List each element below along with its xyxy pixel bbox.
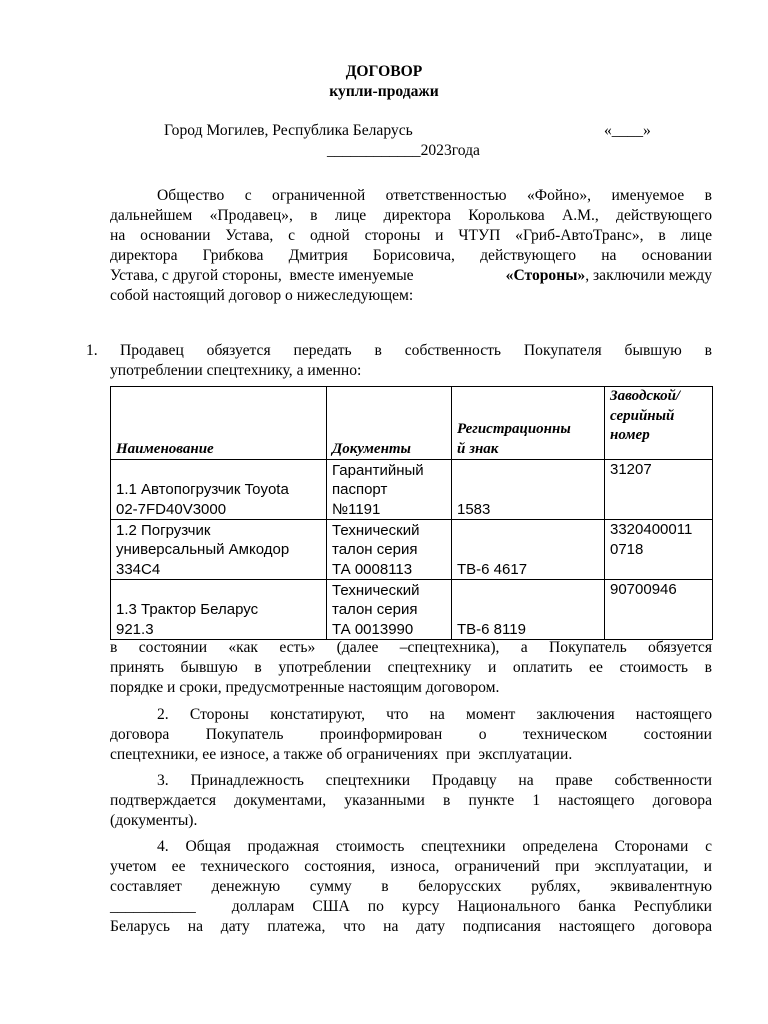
clause4-line: составляет денежную сумму в белорусских рублях, эквивалентную bbox=[110, 878, 712, 895]
cell-reg: ТВ-6 4617 bbox=[452, 520, 605, 580]
header-serial: Заводской/ серийный номер bbox=[605, 387, 713, 460]
preamble-text: Устава, с другой стороны, вместе именуемые bbox=[110, 267, 418, 284]
date-year: ____________2023года bbox=[327, 142, 480, 159]
table-row bbox=[111, 460, 713, 520]
after-table-line: порядке и сроки, предусмотренные настоящим договором. bbox=[110, 679, 500, 696]
preamble-text: , заключили между bbox=[585, 267, 712, 284]
cell-serial: 90700946 bbox=[605, 580, 713, 640]
clause4-line: 4. Общая продажная стоимость спецтехники определена Сторонами с bbox=[157, 838, 712, 855]
after-table-line: принять бывшую в употреблении спецтехнику и оплатить ее стоимость в bbox=[110, 659, 712, 676]
table-header-row bbox=[111, 387, 713, 460]
header-reg: Регистрационны й знак bbox=[452, 387, 605, 460]
clause3-line: (документы). bbox=[110, 812, 198, 829]
cell-docs: Гарантийный паспорт №1191 bbox=[327, 460, 452, 520]
cell-name: 1.2 Погрузчик универсальный Амкодор 334С4 bbox=[111, 520, 327, 580]
clause3-line: 3. Принадлежность спецтехники Продавцу на праве собственности bbox=[157, 772, 712, 789]
table-row bbox=[111, 580, 713, 640]
header-docs: Документы bbox=[327, 387, 452, 460]
cell-name: 1.1 Автопогрузчик Toyota 02-7FD40V3000 bbox=[111, 460, 327, 520]
cell-name: 1.3 Трактор Беларус 921.3 bbox=[111, 580, 327, 640]
document-title: ДОГОВОР bbox=[345, 63, 423, 80]
clause4-line: учетом ее технического состояния, износа, ограничений при эксплуатации, и bbox=[110, 858, 712, 875]
preamble-line: на основании Устава, с одной стороны и ЧТУП «Гриб-АвтоТранс», в лице bbox=[110, 227, 712, 244]
preamble-line: директора Грибкова Дмитрия Борисовича, действующего на основании bbox=[110, 247, 712, 264]
parties-term: «Стороны» bbox=[505, 267, 586, 284]
item-number: 1. bbox=[86, 342, 98, 359]
date-day: «____» bbox=[604, 122, 651, 139]
header-name: Наименование bbox=[111, 387, 327, 460]
clause4-line: Беларусь на дату платежа, что на дату подписания настоящего договора bbox=[110, 918, 712, 935]
cell-docs: Технический талон серия ТА 0008113 bbox=[327, 520, 452, 580]
item1-line: употреблении спецтехнику, а именно: bbox=[110, 362, 362, 379]
cell-serial: 31207 bbox=[605, 460, 713, 520]
preamble-line: дальнейшем «Продавец», в лице директора Королькова А.М., действующего bbox=[110, 207, 712, 224]
cell-reg: 1583 bbox=[452, 460, 605, 520]
preamble-line: собой настоящий договор о нижеследующем: bbox=[110, 287, 414, 304]
after-table-line: в состоянии «как есть» (далее –спецтехника), а Покупатель обязуется bbox=[110, 639, 712, 656]
clause4-line: ___________ долларам США по курсу Национального банка Республики bbox=[110, 898, 712, 915]
preamble-line bbox=[110, 266, 712, 286]
item1-line: Продавец обязуется передать в собственность Покупателя бывшую в bbox=[120, 342, 712, 359]
cell-serial: 3320400011 0718 bbox=[605, 520, 713, 580]
cell-docs: Технический талон серия ТА 0013990 bbox=[327, 580, 452, 640]
clause2-line: договора Покупатель проинформирован о техническом состоянии bbox=[110, 726, 712, 743]
clause3-line: подтверждается документами, указанными в пункте 1 настоящего договора bbox=[110, 792, 712, 809]
equipment-table bbox=[110, 386, 713, 640]
city-line: Город Могилев, Республика Беларусь bbox=[164, 122, 413, 139]
table-row bbox=[111, 520, 713, 580]
document-subtitle: купли-продажи bbox=[329, 83, 439, 100]
clause2-line: 2. Стороны констатируют, что на момент заключения настоящего bbox=[157, 706, 712, 723]
preamble-line: Общество с ограниченной ответственностью «Фойно», именуемое в bbox=[157, 187, 712, 204]
clause2-line: спецтехники, ее износе, а также об ограничениях при эксплуатации. bbox=[110, 746, 573, 763]
cell-reg: ТВ-6 8119 bbox=[452, 580, 605, 640]
